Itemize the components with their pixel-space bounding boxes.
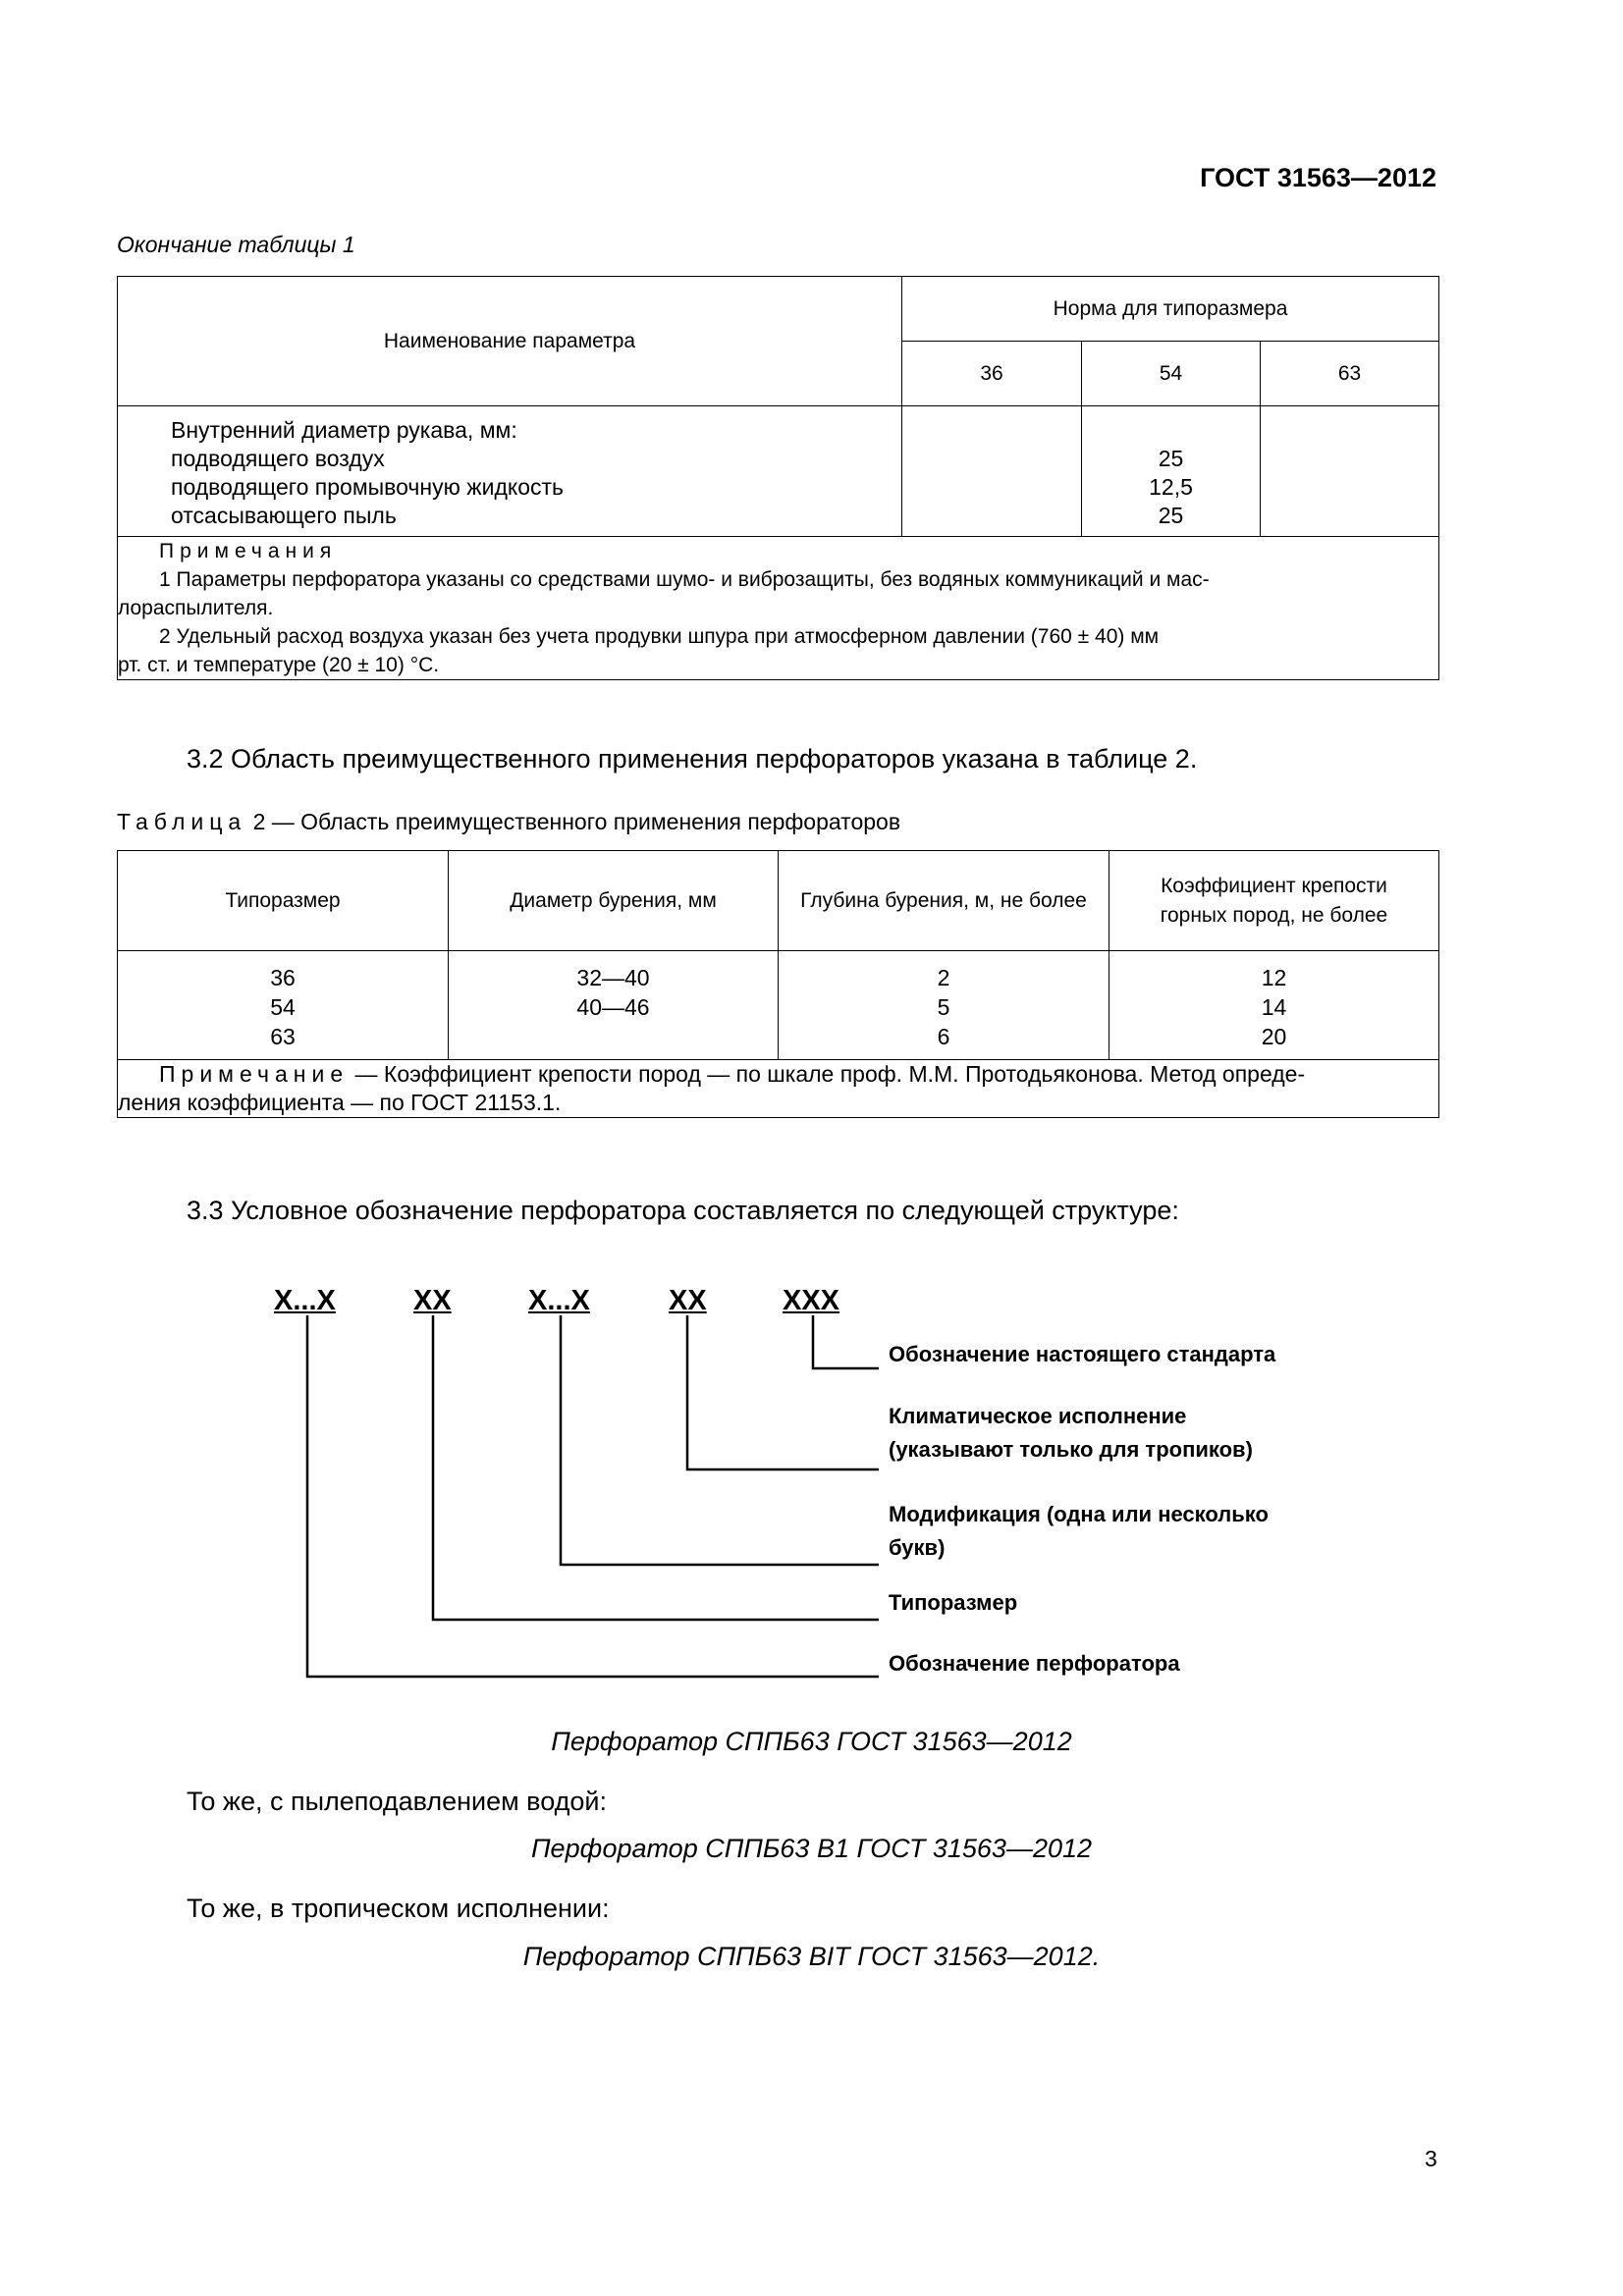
cell-value: 6 [937,1024,950,1049]
table1-header-norm: Норма для типоразмера [902,277,1439,342]
label-line: Модификация (одна или несколько [889,1502,1269,1526]
note-2: 2 Удельный расход воздуха указан без учета продувки шпура при атмосферном давлении (760 ± 40) мм [159,625,1160,648]
example-1: Перфоратор СППБ63 ГОСТ 31563—2012 [551,1727,1072,1756]
table2-caption-word: Таблица [117,809,247,834]
connector-designation [307,1315,879,1677]
cell-value: 63 [270,1024,296,1049]
note-text: — Коэффициент крепости пород — по шкале проф. М.М. Протодьяконова. Метод опреде- [349,1061,1306,1087]
table2-header: Коэффициент крепости горных пород, не более [1109,851,1439,951]
example-2: Перфоратор СППБ63 В1 ГОСТ 31563—2012 [530,1834,1093,1863]
code-designation: X...X [274,1285,336,1316]
note-1-cont: лораспылителя. [118,597,274,619]
connector-climate [687,1315,879,1469]
code-climate: XX [669,1285,707,1316]
cell-value: 54 [270,994,296,1020]
connector-standard [813,1315,879,1368]
page-number: 3 [1425,2146,1437,2171]
param-line: отсасывающего пыль [171,503,397,528]
label-line: букв) [889,1535,946,1560]
code-size: XX [413,1285,452,1316]
param-line: подводящего воздух [171,446,385,471]
cell-value: 20 [1261,1024,1287,1049]
param-line: подводящего промывочную жидкость [171,474,565,500]
cell-value: 12 [1261,965,1287,990]
label-standard: Обозначение настоящего стандарта [889,1342,1276,1366]
label-designation: Обозначение перфоратора [889,1651,1180,1676]
table1-header-param: Наименование параметра [118,277,902,406]
label-line: (указывают только для тропиков) [889,1437,1253,1462]
value: 25 [1158,503,1184,528]
table1-caption: Окончание таблицы 1 [117,232,355,257]
section-3-2: 3.2 Область преимущественного применения перфораторов указана в таблице 2. [187,744,1198,774]
table2-header: Глубина бурения, м, не более [779,851,1109,951]
note-1: 1 Параметры перфоратора указаны со средствами шумо- и виброзащиты, без водяных коммуникаций и мас- [159,568,1210,591]
label-climate [889,1400,1253,1467]
note-text-cont: ления коэффициента — по ГОСТ 21153.1. [118,1090,562,1115]
note-word: Примечание [159,1061,350,1087]
label-size: Типоразмер [889,1590,1018,1615]
example-2-intro: То же, с пылеподавлением водой: [187,1787,607,1816]
table2-caption-rest: 2 — Область преимущественного применения перфораторов [252,809,901,834]
note-2-cont: рт. ст. и температуре (20 ± 10) °С. [118,654,440,676]
table2-header: Диаметр бурения, мм [449,851,779,951]
document-code: ГОСТ 31563—2012 [1200,163,1436,192]
cell-value: 14 [1261,994,1287,1020]
section-3-3: 3.3 Условное обозначение перфоратора составляется по следующей структуре: [187,1196,1179,1225]
value: 12,5 [1149,474,1193,500]
cell-value: 32—40 [576,965,650,990]
cell-value: 2 [937,965,950,990]
example-3: Перфоратор СППБ63 ВIТ ГОСТ 31563—2012. [522,1942,1101,1971]
cell-value: 5 [937,994,950,1020]
table1-header-size: 36 [902,342,1082,406]
cell-value: 36 [270,965,296,990]
param-line: Внутренний диаметр рукава, мм: [171,417,517,443]
code-modification: X...X [528,1285,590,1316]
label-line: Климатическое исполнение [889,1404,1187,1428]
label-modification [889,1498,1269,1565]
example-3-intro: То же, в тропическом исполнении: [187,1894,610,1923]
value: 25 [1158,446,1184,471]
table2-header: Типоразмер [118,851,449,951]
table1-header-size: 54 [1082,342,1261,406]
notes-title: Примечания [159,540,338,562]
code-standard: XXX [783,1285,840,1316]
connector-modification [561,1315,879,1565]
table1-header-size: 63 [1261,342,1439,406]
cell-value: 40—46 [576,994,650,1020]
